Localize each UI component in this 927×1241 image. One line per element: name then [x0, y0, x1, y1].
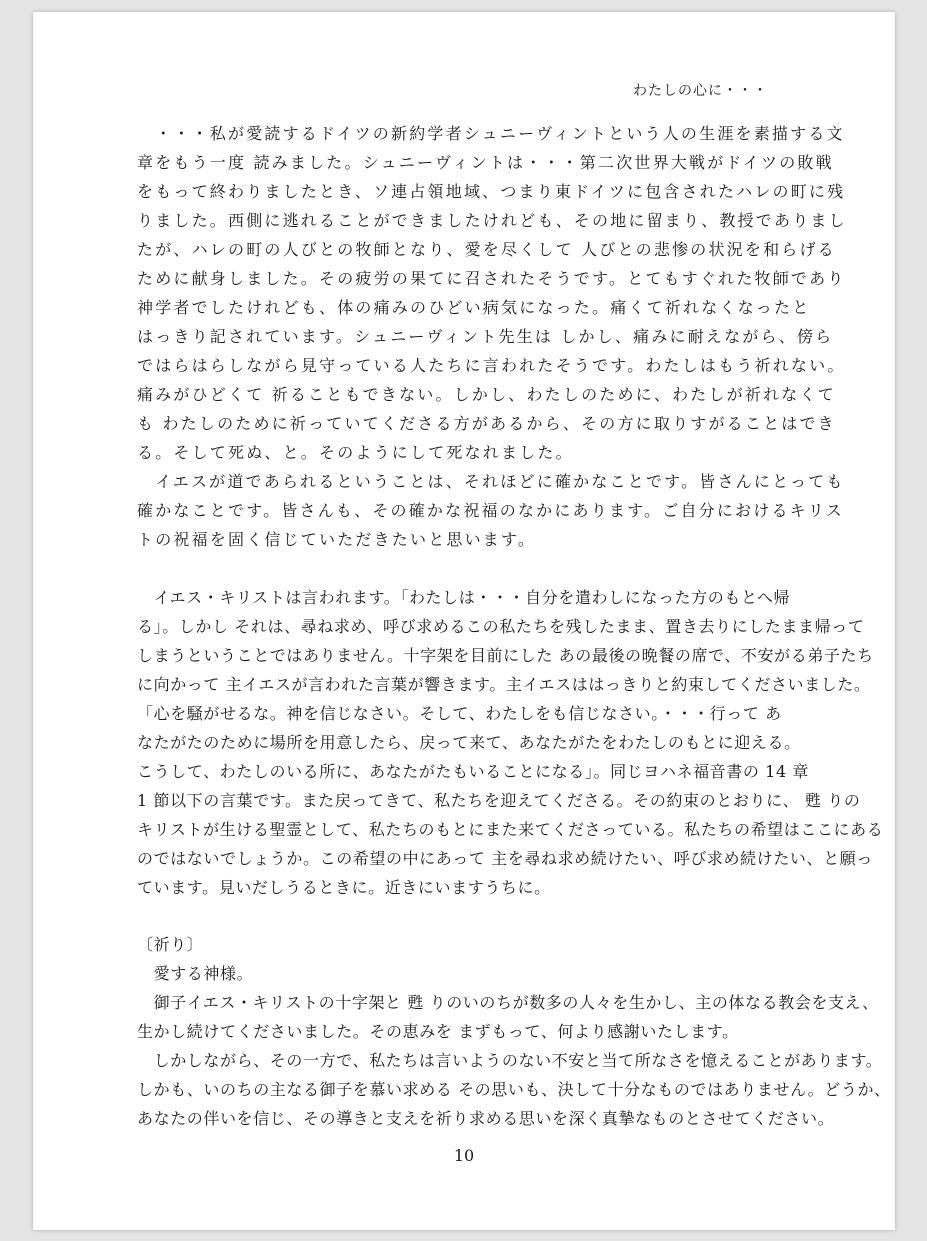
page-number: 10 [453, 1146, 475, 1165]
text-line: こうして、わたしのいる所に、あなたがたもいることになる」。同じヨハネ福音書の 14 章 [137, 762, 810, 781]
text-line: トの祝福を固く信じていただきたいと思います。 [137, 530, 537, 549]
prayer-heading: 〔祈り〕 [137, 935, 204, 954]
text-line: ではらはらしながら見守っている人たちに言われたそうです。わたしはもう祈れない。 [137, 356, 846, 375]
text-line: 御子イエス・キリストの十字架と 甦 りのいのちが数多の人々を生かし、主の体なる教会を支え、 [137, 993, 879, 1012]
text-line: る」。しかし それは、尋ね求め、呼び求めるこの私たちを残したまま、置き去りにしたまま帰って [137, 617, 865, 636]
text-line: 「心を騒がせるな。神を信じなさい。そして、わたしをも信じなさい。・・・行って あ [137, 704, 782, 723]
text-line: イエス・キリストは言われます。「わたしは・・・自分を遣わしになった方のもとへ帰 [137, 588, 791, 607]
text-line: はっきり記されています。シュニーヴィント先生は しかし、痛みに耐えながら、傍ら [137, 327, 834, 346]
text-line: に向かって 主イエスが言われた言葉が響きます。主イエスははっきりと約束してくださいました。 [137, 675, 871, 694]
text-line: しかしながら、その一方で、私たちは言いようのない不安と当て所なさを憶えることがあります。 [137, 1051, 883, 1070]
text-line: 愛する神様。 [137, 964, 254, 983]
text-line: をもって終わりましたとき、ソ連占領地域、つまり東ドイツに包含されたハレの町に残 [137, 182, 846, 201]
text-line: イエスが道であられるということは、それほどに確かなことです。皆さんにとっても [137, 472, 845, 491]
text-line: のではないでしょうか。この希望の中にあって 主を尋ね求め続けたい、呼び求め続けたい、と願っ [137, 849, 873, 868]
text-line: キリストが生ける聖霊として、私たちのもとにまた来てくださっている。私たちの希望はここにある [137, 820, 884, 839]
text-line: 神学者でしたけれども、体の痛みのひどい病気になった。痛くて祈れなくなったと [137, 298, 811, 317]
text-line: ために献身しました。その疲労の果てに召されたそうです。とてもすぐれた牧師であり [137, 269, 846, 288]
text-line: 確かなことです。皆さんも、その確かな祝福のなかにあります。ご自分におけるキリス [137, 501, 844, 520]
text-line: あなたの伴いを信じ、その導きと支えを祈り求める思いを深く真摯なものとさせてください。 [137, 1109, 835, 1128]
text-line: たが、ハレの町の人びとの牧師となり、愛を尽くして 人びとの悲惨の状況を和らげる [137, 240, 836, 259]
text-line: 1 節以下の言葉です。また戻ってきて、私たちを迎えてくださる。その約束のとおりに、 甦 りの [137, 791, 861, 810]
text-line: しまうということではありません。十字架を目前にした あの最後の晩餐の席で、不安がる弟子たち [137, 646, 874, 665]
text-line: 生かし続けてくださいました。その恵みを まずもって、何より感謝いたします。 [137, 1022, 739, 1041]
text-line: りました。西側に逃れることができましたけれども、その地に留まり、教授でありまし [137, 211, 847, 230]
text-line: しかも、いのちの主なる御子を慕い求める その思いも、決して十分なものではありません。どうか、 [137, 1080, 891, 1099]
text-line: 章をもう一度 読みました。シュニーヴィントは・・・第二次世界大戦がドイツの敗戦 [137, 153, 834, 172]
text-line: ています。見いだしうるときに。近きにいますうちに。 [137, 878, 551, 897]
text-line: ・・・私が愛読するドイツの新約学者シュニーヴィントという人の生涯を素描する文 [137, 124, 845, 143]
document-page [33, 12, 895, 1230]
text-line: なたがたのために場所を用意したら、戻って来て、あなたがたをわたしのもとに迎える。 [137, 733, 801, 752]
text-line: も わたしのために祈っていてくださる方があるから、その方に取りすがることはでき [137, 414, 836, 433]
text-line: 痛みがひどくて 祈ることもできない。しかし、わたしのために、わたしが祈れなくて [137, 385, 836, 404]
text-line: る。そして死ぬ、と。そのようにして死なれました。 [137, 443, 574, 462]
running-header: わたしの心に・・・ [633, 83, 768, 99]
